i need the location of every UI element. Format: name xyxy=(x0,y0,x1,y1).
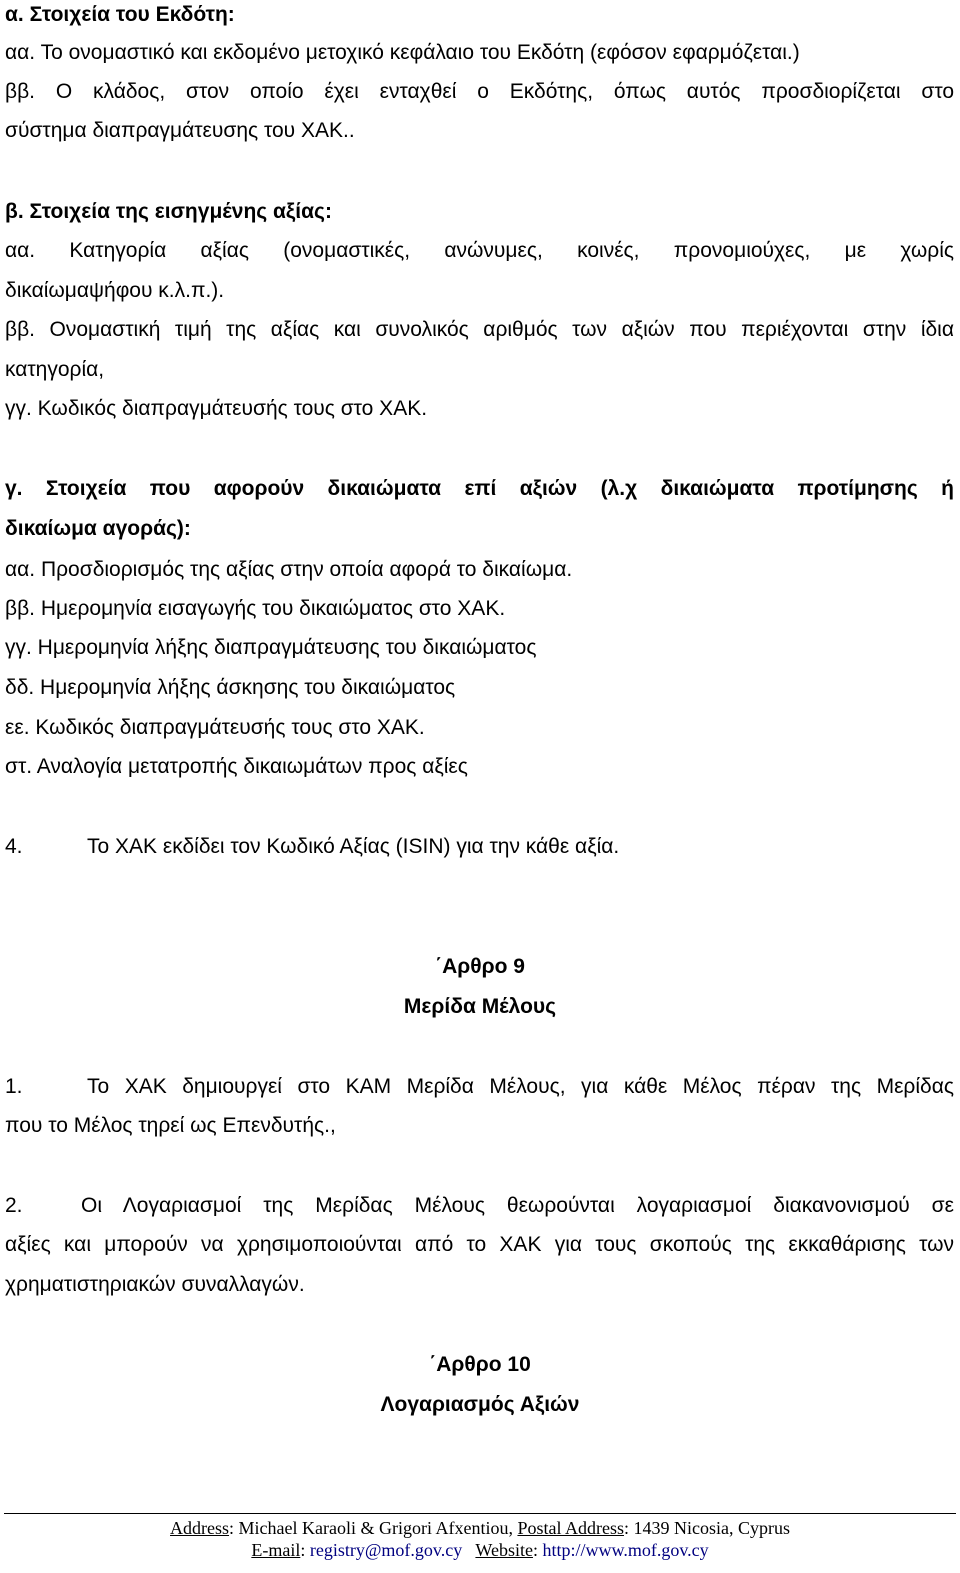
section-a-item-aa: αα. Το ονομαστικό και εκδομένο μετοχικό κεφάλαιο του Εκδότη (εφόσον εφαρμόζεται.) xyxy=(5,41,800,64)
section-a-item-bb-line1: ββ. Ο κλάδος, στον οποίο έχει ενταχθεί ο Εκδότης, όπως αυτός προσδιορίζεται στο xyxy=(5,80,954,103)
section-b-item-bb-line1: ββ. Ονομαστική τιμή της αξίας και συνολικός αριθμός των αξιών που περιέχονται στην ίδια xyxy=(5,318,954,341)
footer-email-link[interactable]: registry@mof.gov.cy xyxy=(309,1540,463,1560)
section-c-heading-line1: γ. Στοιχεία που αφορούν δικαιώματα επί αξιών (λ.χ δικαιώματα προτίμησης ή xyxy=(5,477,954,500)
section-b-item-aa-line2: δικαίωμαψήφου κ.λ.π.). xyxy=(5,279,225,302)
section-c-heading-line2: δικαίωμα αγοράς): xyxy=(5,517,191,540)
section-c-item-ee: εε. Κωδικός διαπραγμάτευσής τους στο ΧΑΚ. xyxy=(5,716,425,739)
paragraph-4 xyxy=(5,832,954,862)
article-10-title: ΄Αρθρο 10 xyxy=(429,1353,531,1376)
article-9-title: ΄Αρθρο 9 xyxy=(435,955,525,978)
section-c-item-aa: αα. Προσδιορισμός της αξίας στην οποία αφορά το δικαίωμα. xyxy=(5,558,573,581)
section-c-item-bb: ββ. Ημερομηνία εισαγωγής του δικαιώματος στο ΧΑΚ. xyxy=(5,597,506,620)
article-9-p2-line1 xyxy=(5,1191,954,1221)
article-10-subtitle: Λογαριασμός Αξιών xyxy=(380,1393,580,1416)
footer-divider xyxy=(4,1513,956,1514)
article-9-p2-line2: αξίες και μπορούν να χρησιμοποιούνται από το ΧΑΚ για τους σκοπούς της εκκαθάρισης των xyxy=(5,1233,954,1256)
footer-contact-line: E-mail: registry@mof.gov.cy Website: http://www.mof.gov.cy xyxy=(251,1540,709,1560)
paragraph-4-text: Το ΧΑΚ εκδίδει τον Κωδικό Αξίας (ISIN) για την κάθε αξία. xyxy=(87,835,620,858)
article-9-subtitle: Μερίδα Μέλους xyxy=(403,995,557,1018)
section-b-item-bb-line2: κατηγορία, xyxy=(5,358,105,381)
footer-email-label: E-mail xyxy=(251,1540,301,1560)
footer-address-label: Address xyxy=(170,1518,230,1538)
article-9-p1-line2: που το Μέλος τηρεί ως Επενδυτής., xyxy=(5,1114,336,1137)
section-b-heading: β. Στοιχεία της εισηγμένης αξίας: xyxy=(5,200,332,223)
section-c-item-dd: δδ. Ημερομηνία λήξης άσκησης του δικαιώματος xyxy=(5,676,456,699)
footer-website-link[interactable]: http://www.mof.gov.cy xyxy=(542,1540,709,1560)
footer-website-label: Website xyxy=(475,1540,533,1560)
footer-address-line xyxy=(0,1517,960,1539)
section-b-item-gg: γγ. Κωδικός διαπραγμάτευσής τους στο ΧΑΚ. xyxy=(5,397,428,420)
footer-address-value: : Michael Karaoli & Grigori Afxentiou, xyxy=(229,1518,518,1538)
article-9-p1-line1-text: Το ΧΑΚ δημιουργεί στο ΚΑΜ Μερίδα Μέλους, για κάθε Μέλος πέραν της Μερίδας xyxy=(87,1075,954,1098)
footer-postal-label: Postal Address xyxy=(517,1518,624,1538)
article-9-p2-line1-text: Οι Λογαριασμοί της Μερίδας Μέλους θεωρούνται λογαριασμοί διακανονισμού σε xyxy=(81,1194,954,1217)
article-9-p2-number: 2. xyxy=(5,1194,23,1217)
article-9-p1-number: 1. xyxy=(5,1075,23,1098)
section-c-item-st: στ. Αναλογία μετατροπής δικαιωμάτων προς αξίες xyxy=(5,755,468,778)
section-b-item-aa-line1: αα. Κατηγορία αξίας (ονομαστικές, ανώνυμες, κοινές, προνομιούχες, με χωρίς xyxy=(5,239,954,262)
section-c-item-gg: γγ. Ημερομηνία λήξης διαπραγμάτευσης του δικαιώματος xyxy=(5,636,537,659)
article-9-p1-line1 xyxy=(5,1072,954,1102)
article-9-p2-line3: χρηματιστηριακών συναλλαγών. xyxy=(5,1273,305,1296)
paragraph-4-number: 4. xyxy=(5,835,23,858)
footer-postal-value: : 1439 Nicosia, Cyprus xyxy=(623,1518,790,1538)
section-a-item-bb-line2: σύστημα διαπραγμάτευσης του ΧΑΚ.. xyxy=(5,119,355,142)
section-a-heading: α. Στοιχεία του Εκδότη: xyxy=(5,3,235,26)
